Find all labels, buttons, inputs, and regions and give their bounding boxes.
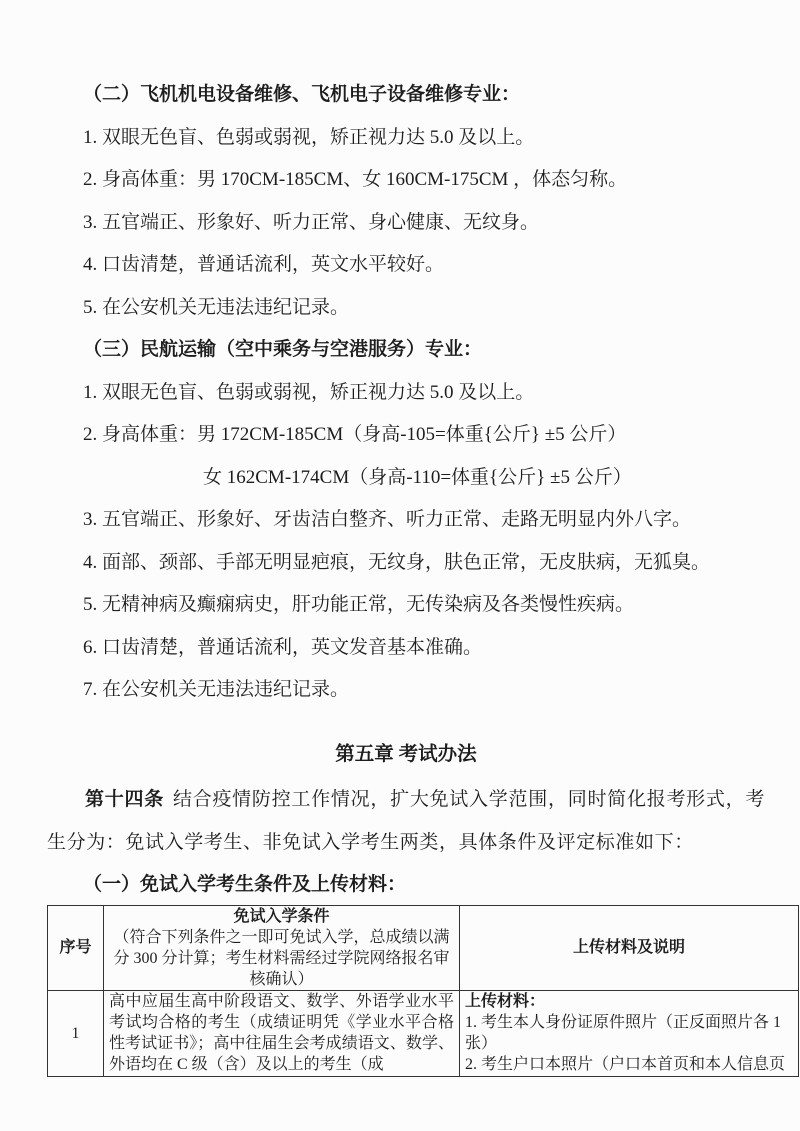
row-1-condition-text: 高中应届生高中阶段语文、数学、外语学业水平考试均合格的考生（成绩证明凭《学业水平合格性考试证书》；高中往届生会考成绩语文、数学、外语均在 C 级（含）及以上的考生（成 <box>109 993 454 1073</box>
section-c-female-height-line: 女 162CM-174CM（身高-110=体重{公斤} ±5 公斤） <box>203 466 632 488</box>
section-b-item-3: 3. 五官端正、形象好、听力正常、身心健康、无纹身。 <box>83 211 540 233</box>
admission-table <box>47 905 799 1077</box>
header-condition-note: （符合下列条件之一即可免试入学，总成绩以满分 300 分计算；考生材料需经过学院网络报名审核确认） <box>113 928 450 988</box>
section-b-item-1: 1. 双眼无色盲、色弱或弱视，矫正视力达 5.0 及以上。 <box>83 126 535 148</box>
header-condition-cell <box>104 905 460 990</box>
admission-table-header-row <box>48 905 799 990</box>
row-1-materials-cell <box>460 990 799 1076</box>
row-1-material-1: 1. 考生本人身份证原件照片（正反面照片各 1 张） <box>465 1014 782 1052</box>
header-serial-cell: 序号 <box>48 905 104 990</box>
section-c-item-2: 2. 身高体重：男 172CM-185CM（身高-105=体重{公斤} ±5 公斤） <box>83 424 627 445</box>
section-b-heading: （二）飞机机电设备维修、飞机电子设备维修专业： <box>83 84 521 105</box>
admission-table-row-1 <box>48 990 799 1076</box>
section-b-item-2: 2. 身高体重：男 170CM-185CM、女 160CM-175CM ，体态匀称。 <box>83 169 628 190</box>
header-condition-title: 免试入学条件 <box>233 907 330 925</box>
section-c-item-3: 3. 五官端正、形象好、牙齿洁白整齐、听力正常、走路无明显内外八字。 <box>83 509 692 530</box>
row-1-serial-cell: 1 <box>48 990 104 1076</box>
row-1-material-2: 2. 考生户口本照片（户口本首页和本人信息页 <box>465 1056 786 1073</box>
section-c-item-7: 7. 在公安机关无违法违纪记录。 <box>83 679 350 700</box>
row-1-materials-heading: 上传材料： <box>465 993 546 1010</box>
row-1-condition-cell <box>104 990 460 1076</box>
article-14-label: 第十四条 <box>85 789 164 810</box>
section-c-item-1: 1. 双眼无色盲、色弱或弱视，矫正视力达 5.0 及以上。 <box>83 381 535 403</box>
section-c-item-5: 5. 无精神病及癫痫病史，肝功能正常，无传染病及各类慢性疾病。 <box>83 594 635 615</box>
header-materials-cell: 上传材料及说明 <box>460 905 799 990</box>
article-14-paragraph <box>47 779 765 864</box>
section-c-heading: （三）民航运输（空中乘务与空港服务）专业： <box>83 339 483 360</box>
section-c-item-4: 4. 面部、颈部、手部无明显疤痕，无纹身，肤色正常，无皮肤病，无狐臭。 <box>83 551 711 573</box>
row-1-materials <box>465 991 793 1075</box>
chapter-5-title: 第五章 考试办法 <box>335 743 477 765</box>
subsection-a-heading: （一）免试入学考生条件及上传材料： <box>83 874 407 895</box>
section-b-item-4: 4. 口齿清楚，普通话流利，英文水平较好。 <box>83 254 445 275</box>
section-b-item-5: 5. 在公安机关无违法违纪记录。 <box>83 296 350 318</box>
section-c-item-6: 6. 口齿清楚，普通话流利，英文发音基本准确。 <box>83 636 483 658</box>
article-14-text: 结合疫情防控工作情况，扩大免试入学范围，同时简化报考形式，考生分为：免试入学考生、非免试入学考生两类，具体条件及评定标准如下： <box>47 789 765 853</box>
